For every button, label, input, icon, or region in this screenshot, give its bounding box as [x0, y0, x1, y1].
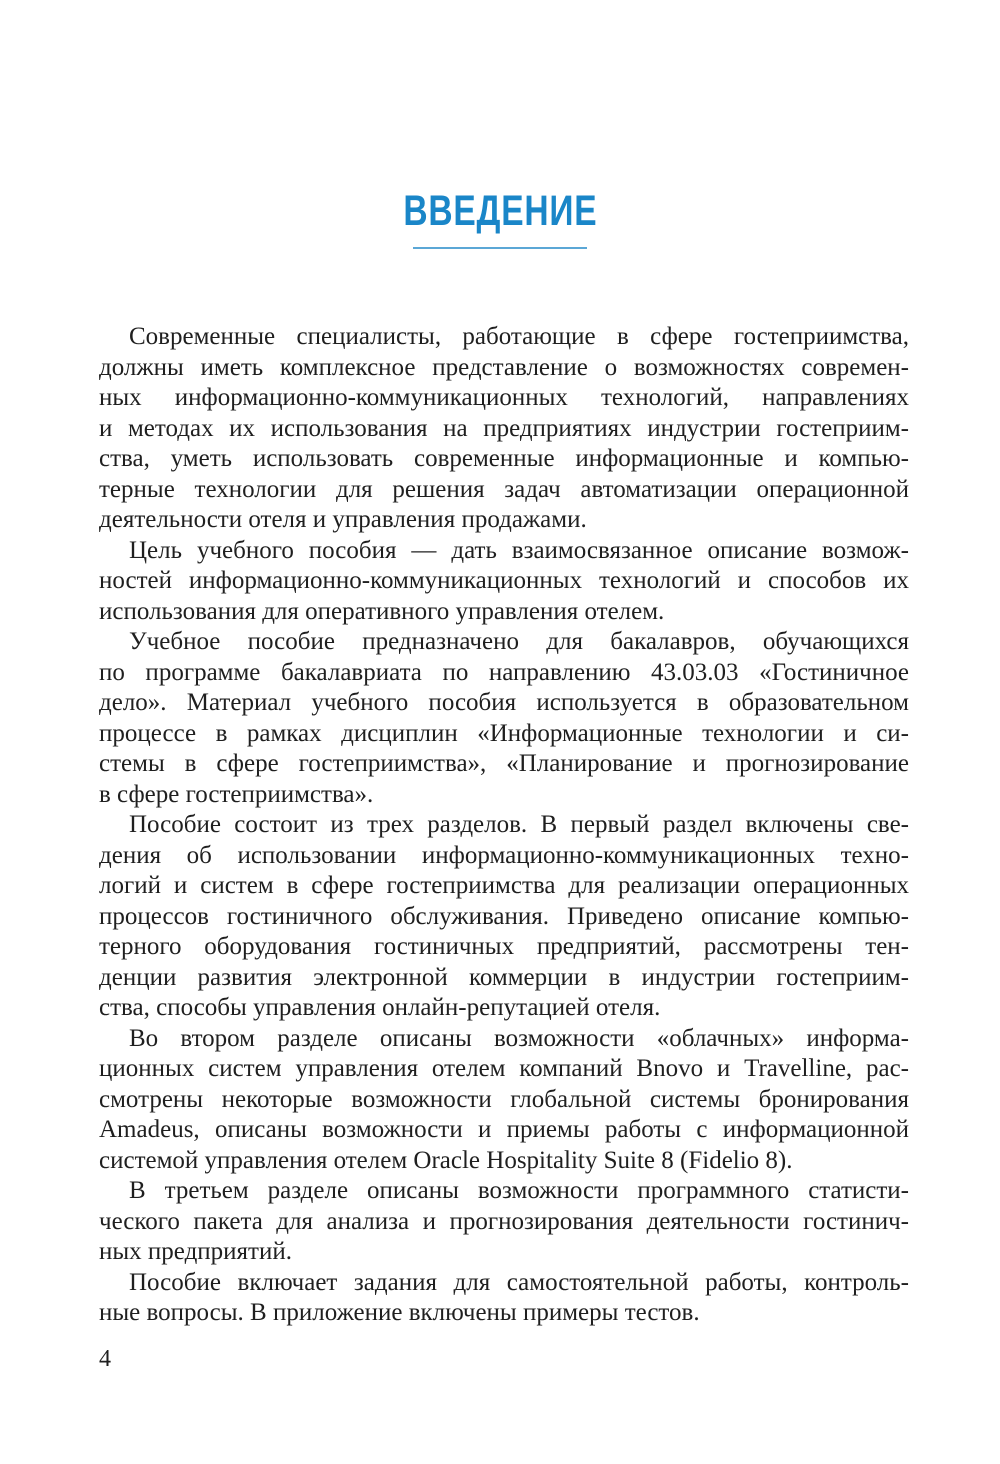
text-line: терного оборудования гостиничных предприятий, рассмотрены тен- [99, 933, 909, 960]
text-line: по программе бакалавриата по направлению 43.03.03 «Гостиничное [99, 658, 909, 686]
text-line: ческого пакета для анализа и прогнозирования деятельности гостинич- [99, 1207, 909, 1235]
text-line: ных предприятий. [99, 1238, 292, 1265]
page-number: 4 [99, 1346, 111, 1372]
body-text [99, 322, 909, 1329]
title-underline [413, 247, 587, 249]
text-line: процессов гостиничного обслуживания. Приведено описание компью- [99, 902, 909, 930]
text-line: деятельности отеля и управления продажами. [99, 506, 587, 533]
section-header [0, 187, 1000, 235]
text-line: ства, способы управления онлайн-репутацией отеля. [99, 994, 661, 1021]
paragraph [99, 810, 909, 1024]
paragraph [99, 322, 909, 536]
paragraph [99, 1024, 909, 1177]
text-line: ностей информационно-коммуникационных технологий и способов их [99, 567, 909, 594]
paragraph [99, 627, 909, 810]
text-line: денции развития электронной коммерции в индустрии гостеприим- [99, 963, 909, 991]
text-line: дело». Материал учебного пособия используется в образовательном [99, 689, 909, 716]
section-title: ВВЕДЕНИЕ [402, 187, 598, 235]
text-line: процессе в рамках дисциплин «Информационные технологии и си- [99, 719, 909, 747]
text-line: Современные специалисты, работающие в сфере гостеприимства, [129, 323, 909, 350]
text-line: системой управления отелем Oracle Hospitality Suite 8 (Fidelio 8). [99, 1146, 793, 1174]
text-line: Пособие состоит из трех разделов. В первый раздел включены све- [129, 811, 909, 838]
text-line: Amadeus, описаны возможности и приемы работы с информационной [99, 1116, 909, 1143]
text-line: стемы в сфере гостеприимства», «Планирование и прогнозирование [99, 750, 909, 777]
text-line: дения об использовании информационно-коммуникационных техно- [99, 841, 909, 869]
text-line: ства, уметь использовать современные информационные и компью- [99, 445, 909, 472]
text-line: Пособие включает задания для самостоятельной работы, контроль- [129, 1268, 909, 1296]
paragraph [99, 1176, 909, 1268]
text-line: ных информационно-коммуникационных технологий, направлениях [99, 384, 909, 411]
text-line: в сфере гостеприимства». [99, 780, 374, 808]
text-line: ные вопросы. В приложение включены примеры тестов. [99, 1299, 700, 1326]
text-line: логий и систем в сфере гостеприимства для реализации операционных [99, 872, 909, 899]
paragraph [99, 536, 909, 628]
text-line: использования для оперативного управления отелем. [99, 597, 665, 625]
text-line: Учебное пособие предназначено для бакалавров, обучающихся [129, 628, 909, 655]
text-line: Цель учебного пособия — дать взаимосвязанное описание возмож- [129, 536, 909, 564]
text-line: смотрены некоторые возможности глобальной системы бронирования [99, 1085, 909, 1113]
text-line: Во втором разделе описаны возможности «облачных» информа- [129, 1024, 909, 1052]
text-line: терные технологии для решения задач автоматизации операционной [99, 475, 909, 503]
text-line: В третьем разделе описаны возможности программного статисти- [129, 1177, 909, 1204]
text-line: и методах их использования на предприятиях индустрии гостеприим- [99, 414, 909, 442]
text-line: должны иметь комплексное представление о возможностях современ- [99, 353, 909, 381]
text-line: ционных систем управления отелем компаний Bnovo и Travelline, рас- [99, 1055, 909, 1082]
paragraph [99, 1268, 909, 1329]
